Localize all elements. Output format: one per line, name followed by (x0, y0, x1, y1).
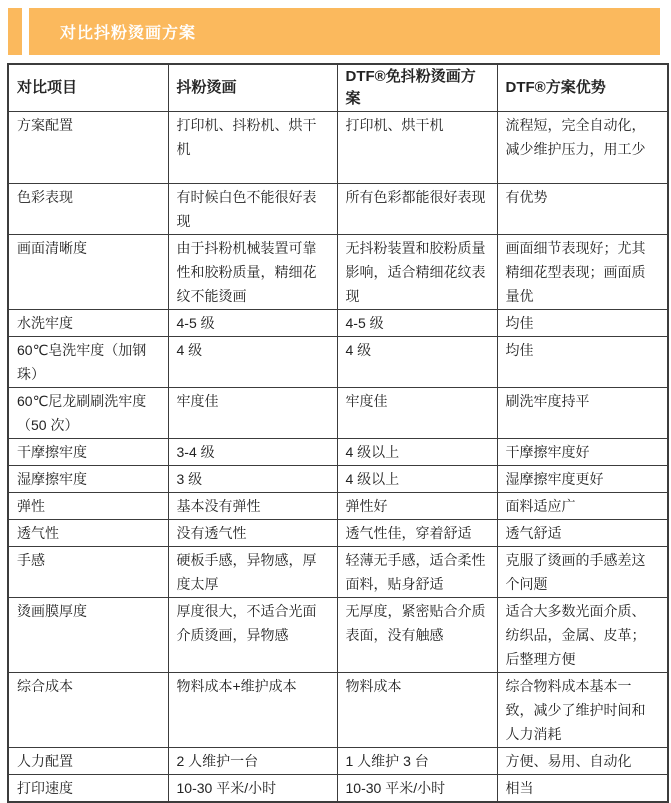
row-label: 方案配置 (8, 112, 168, 184)
cell: 所有色彩都能很好表现 (337, 184, 497, 235)
cell: 物料成本 (337, 673, 497, 748)
cell: 画面细节表现好；尤其精细花型表现；画面质量优 (497, 235, 668, 310)
table-row (8, 337, 668, 388)
cell: 4 级 (168, 337, 337, 388)
cell: 相当 (497, 775, 668, 803)
cell: 硬板手感，异物感，厚度太厚 (168, 547, 337, 598)
cell: 透气性佳，穿着舒适 (337, 520, 497, 547)
page (0, 8, 671, 796)
cell: 没有透气性 (168, 520, 337, 547)
row-label: 色彩表现 (8, 184, 168, 235)
row-label: 60℃尼龙刷刷洗牢度（50 次） (8, 388, 168, 439)
table-row (8, 775, 668, 803)
cell: 3 级 (168, 466, 337, 493)
table-row (8, 184, 668, 235)
cell: 湿摩擦牢度更好 (497, 466, 668, 493)
row-label: 画面清晰度 (8, 235, 168, 310)
comparison-table (7, 63, 669, 803)
cell: 基本没有弹性 (168, 493, 337, 520)
cell: 克服了烫画的手感差这个问题 (497, 547, 668, 598)
cell: 4 级 (337, 337, 497, 388)
cell: 综合物料成本基本一致，减少了维护时间和人力消耗 (497, 673, 668, 748)
row-label: 打印速度 (8, 775, 168, 803)
row-label: 湿摩擦牢度 (8, 466, 168, 493)
cell: 流程短，完全自动化，减少维护压力，用工少 (497, 112, 668, 184)
table-row (8, 466, 668, 493)
page-title: 对比抖粉烫画方案 (60, 25, 197, 42)
row-label: 烫画膜厚度 (8, 598, 168, 673)
row-label: 60℃皂洗牢度（加钢珠） (8, 337, 168, 388)
table-row (8, 235, 668, 310)
cell: 有时候白色不能很好表现 (168, 184, 337, 235)
cell: 轻薄无手感，适合柔性面料，贴身舒适 (337, 547, 497, 598)
cell: 3-4 级 (168, 439, 337, 466)
cell: 物料成本+维护成本 (168, 673, 337, 748)
table-row (8, 310, 668, 337)
cell: 4 级以上 (337, 466, 497, 493)
cell: 4-5 级 (168, 310, 337, 337)
cell: 均佳 (497, 337, 668, 388)
cell: 4-5 级 (337, 310, 497, 337)
cell: 有优势 (497, 184, 668, 235)
row-label: 综合成本 (8, 673, 168, 748)
cell: 4 级以上 (337, 439, 497, 466)
cell: 刷洗牢度持平 (497, 388, 668, 439)
table-row (8, 673, 668, 748)
cell: 方便、易用、自动化 (497, 748, 668, 775)
header-accent-bar (8, 8, 22, 55)
column-header-powder: 抖粉烫画 (168, 64, 337, 112)
table-row (8, 598, 668, 673)
cell: 无抖粉装置和胶粉质量影响，适合精细花纹表现 (337, 235, 497, 310)
table-row (8, 112, 668, 184)
cell: 2 人维护一台 (168, 748, 337, 775)
row-label: 手感 (8, 547, 168, 598)
column-header-dtf: DTF®免抖粉烫画方案 (337, 64, 497, 112)
page-header (8, 8, 660, 55)
table-row (8, 493, 668, 520)
cell: 1 人维护 3 台 (337, 748, 497, 775)
cell: 弹性好 (337, 493, 497, 520)
cell: 牢度佳 (168, 388, 337, 439)
cell: 打印机、抖粉机、烘干机 (168, 112, 337, 184)
cell: 打印机、烘干机 (337, 112, 497, 184)
row-label: 透气性 (8, 520, 168, 547)
row-label: 人力配置 (8, 748, 168, 775)
column-header-item: 对比项目 (8, 64, 168, 112)
cell: 10-30 平米/小时 (337, 775, 497, 803)
cell: 透气舒适 (497, 520, 668, 547)
cell: 面料适应广 (497, 493, 668, 520)
cell: 无厚度，紧密贴合介质表面，没有触感 (337, 598, 497, 673)
column-header-advantage: DTF®方案优势 (497, 64, 668, 112)
table-row (8, 748, 668, 775)
row-label: 弹性 (8, 493, 168, 520)
table-row (8, 520, 668, 547)
cell: 厚度很大，不适合光面介质烫画，异物感 (168, 598, 337, 673)
table-row (8, 439, 668, 466)
cell: 由于抖粉机械装置可靠性和胶粉质量，精细花纹不能烫画 (168, 235, 337, 310)
cell: 干摩擦牢度好 (497, 439, 668, 466)
page-title-banner (29, 8, 660, 55)
cell: 牢度佳 (337, 388, 497, 439)
row-label: 干摩擦牢度 (8, 439, 168, 466)
row-label: 水洗牢度 (8, 310, 168, 337)
table-row (8, 547, 668, 598)
cell: 均佳 (497, 310, 668, 337)
cell: 适合大多数光面介质、纺织品，金属、皮革；后整理方便 (497, 598, 668, 673)
cell: 10-30 平米/小时 (168, 775, 337, 803)
table-header-row (8, 64, 668, 112)
table-row (8, 388, 668, 439)
